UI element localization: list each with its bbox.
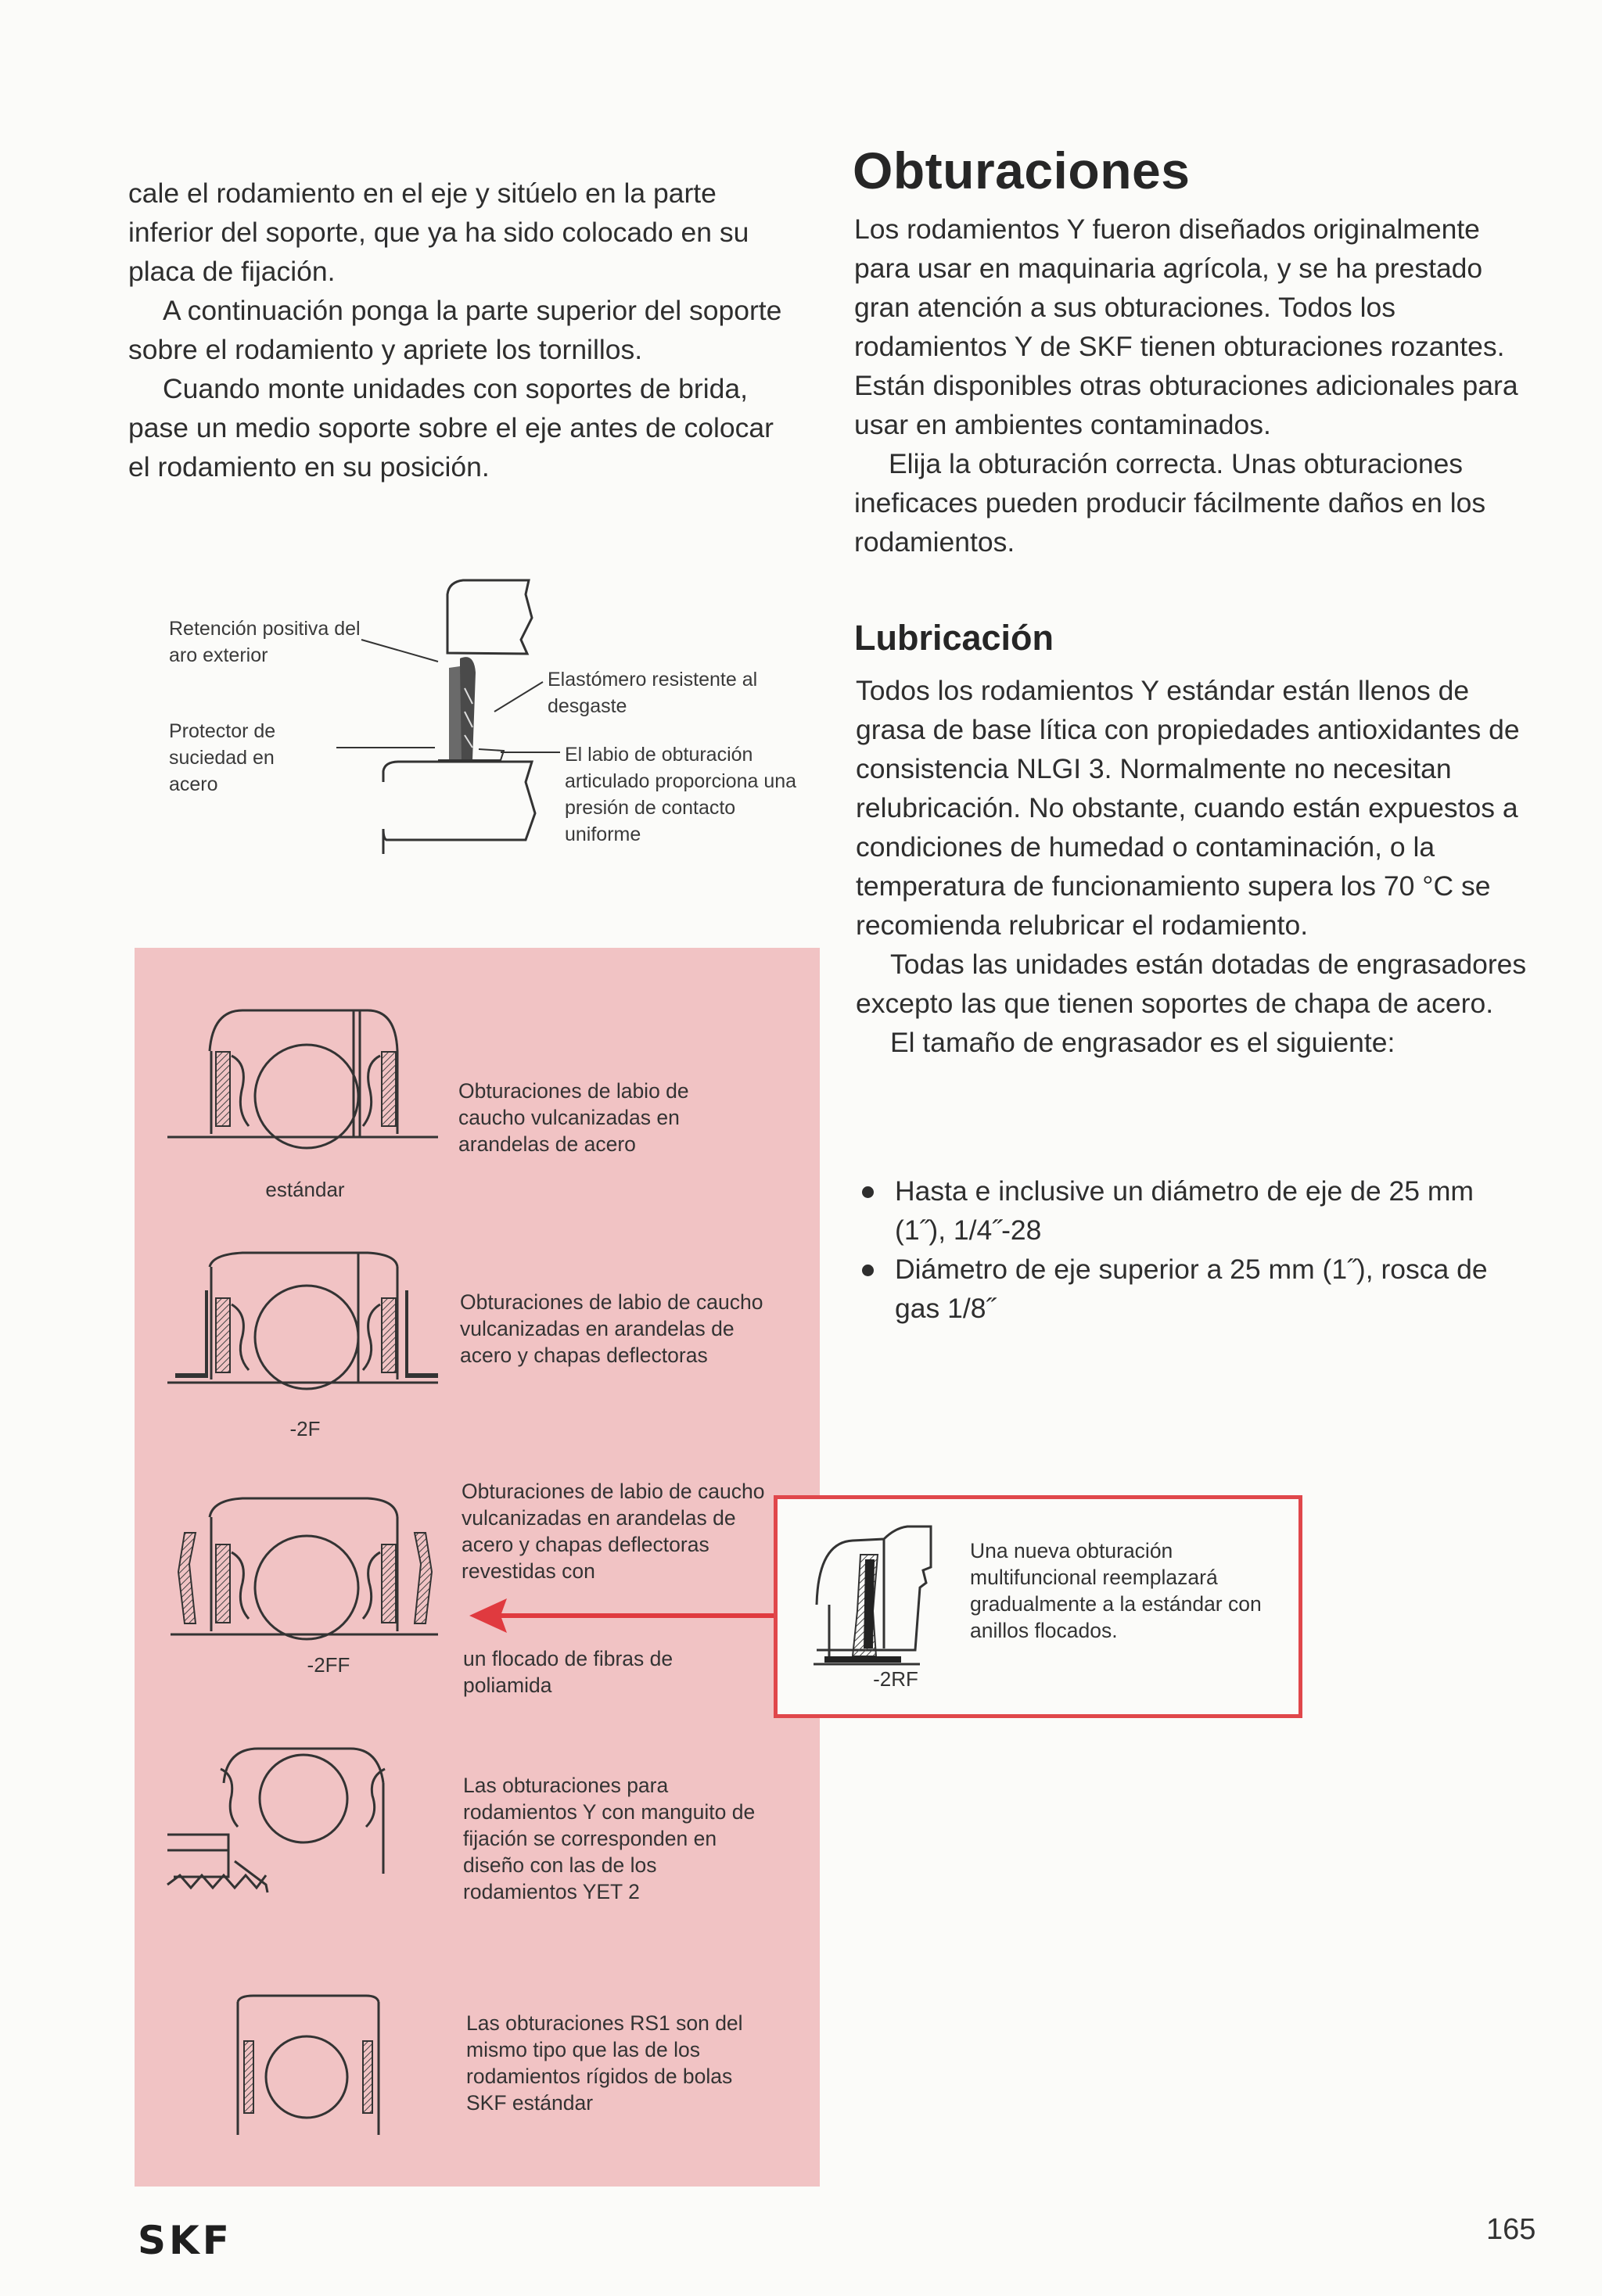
seal-name-2rf: -2RF	[873, 1667, 918, 1691]
section-title-obturaciones: Obturaciones	[853, 142, 1191, 199]
paragraph: Los rodamientos Y fueron diseñados originalmente para usar en maquinaria agrícola, y se ha prestado gran atención a sus obturaciones. Todos los rodamientos Y de SKF tienen obturaciones rozantes. Están disponibles otras obturaciones adicionales para usar en ambientes contaminados.	[854, 213, 1518, 440]
lubricacion-text	[856, 671, 1544, 1062]
obturaciones-text	[854, 210, 1543, 561]
seal-description-2ff-cont: un flocado de fibras de poliamida	[463, 1647, 673, 1697]
paragraph: Cuando monte unidades con soportes de brida, pase un medio soporte sobre el eje antes de colocar el rodamiento en su posición.	[128, 373, 774, 483]
new-seal-description: Una nueva obturación multifuncional reemplazará gradualmente a la estándar con anillos flocados.	[970, 1539, 1262, 1642]
label-outer-ring: Retención positiva del aro exterior	[169, 618, 361, 666]
label-protector: Protector de suciedad en acero	[169, 720, 276, 795]
seal-name-2ff: -2FF	[307, 1653, 350, 1677]
paragraph: cale el rodamiento en el eje y sitúelo en la parte inferior del soporte, que ya ha sido colocado en su placa de fijación.	[128, 178, 749, 287]
seal-description-standard: Obturaciones de labio de caucho vulcanizadas en arandelas de acero	[458, 1079, 689, 1156]
seal-description-sleeve: Las obturaciones para rodamientos Y con manguito de fijación se corresponden en diseño con las de los rodamientos YET 2	[463, 1774, 756, 1903]
list-item: Hasta e inclusive un diámetro de eje de 25 mm (1˝), 1/4˝-28	[859, 1171, 1532, 1250]
paragraph: El tamaño de engrasador es el siguiente:	[890, 1027, 1395, 1058]
seal-description-2f: Obturaciones de labio de caucho vulcanizadas en arandelas de acero y chapas deflectoras	[460, 1290, 763, 1367]
seal-name-standard: estándar	[265, 1178, 345, 1201]
list-item: Diámetro de eje superior a 25 mm (1˝), rosca de gas 1/8˝	[859, 1250, 1532, 1328]
paragraph: A continuación ponga la parte superior del soporte sobre el rodamiento y apriete los tornillos.	[128, 295, 782, 365]
label-lip: El labio de obturación articulado proporciona una presión de contacto uniforme	[565, 744, 797, 845]
seal-name-2f: -2F	[289, 1417, 321, 1440]
label-elastomer: Elastómero resistente al desgaste	[548, 669, 758, 717]
section-title-lubricacion: Lubricación	[854, 618, 1054, 658]
paragraph: Todas las unidades están dotadas de engrasadores excepto las que tienen soportes de chapa de acero.	[856, 949, 1527, 1019]
seal-description-2ff: Obturaciones de labio de caucho vulcanizadas en arandelas de acero y chapas deflectoras revestidas con	[462, 1480, 765, 1583]
skf-logo: SKF	[138, 2218, 232, 2263]
seal-description-rs1: Las obturaciones RS1 son del mismo tipo que las de los rodamientos rígidos de bolas SKF estándar	[466, 2011, 743, 2115]
paragraph: Todos los rodamientos Y estándar están llenos de grasa de base lítica con propiedades antioxidantes de consistencia NLGI 3. Normalmente no necesitan relubricación. No obstante, cuando están expuestos a condiciones de humedad o contaminación, o la temperatura de funcionamiento supera los 70 °C se recomienda relubricar el rodamiento.	[856, 675, 1520, 941]
paragraph: Elija la obturación correcta. Unas obturaciones ineficaces pueden producir fácilmente daños en los rodamientos.	[854, 448, 1486, 558]
grease-fitting-list	[859, 1171, 1532, 1328]
page-number: 165	[1486, 2213, 1536, 2246]
